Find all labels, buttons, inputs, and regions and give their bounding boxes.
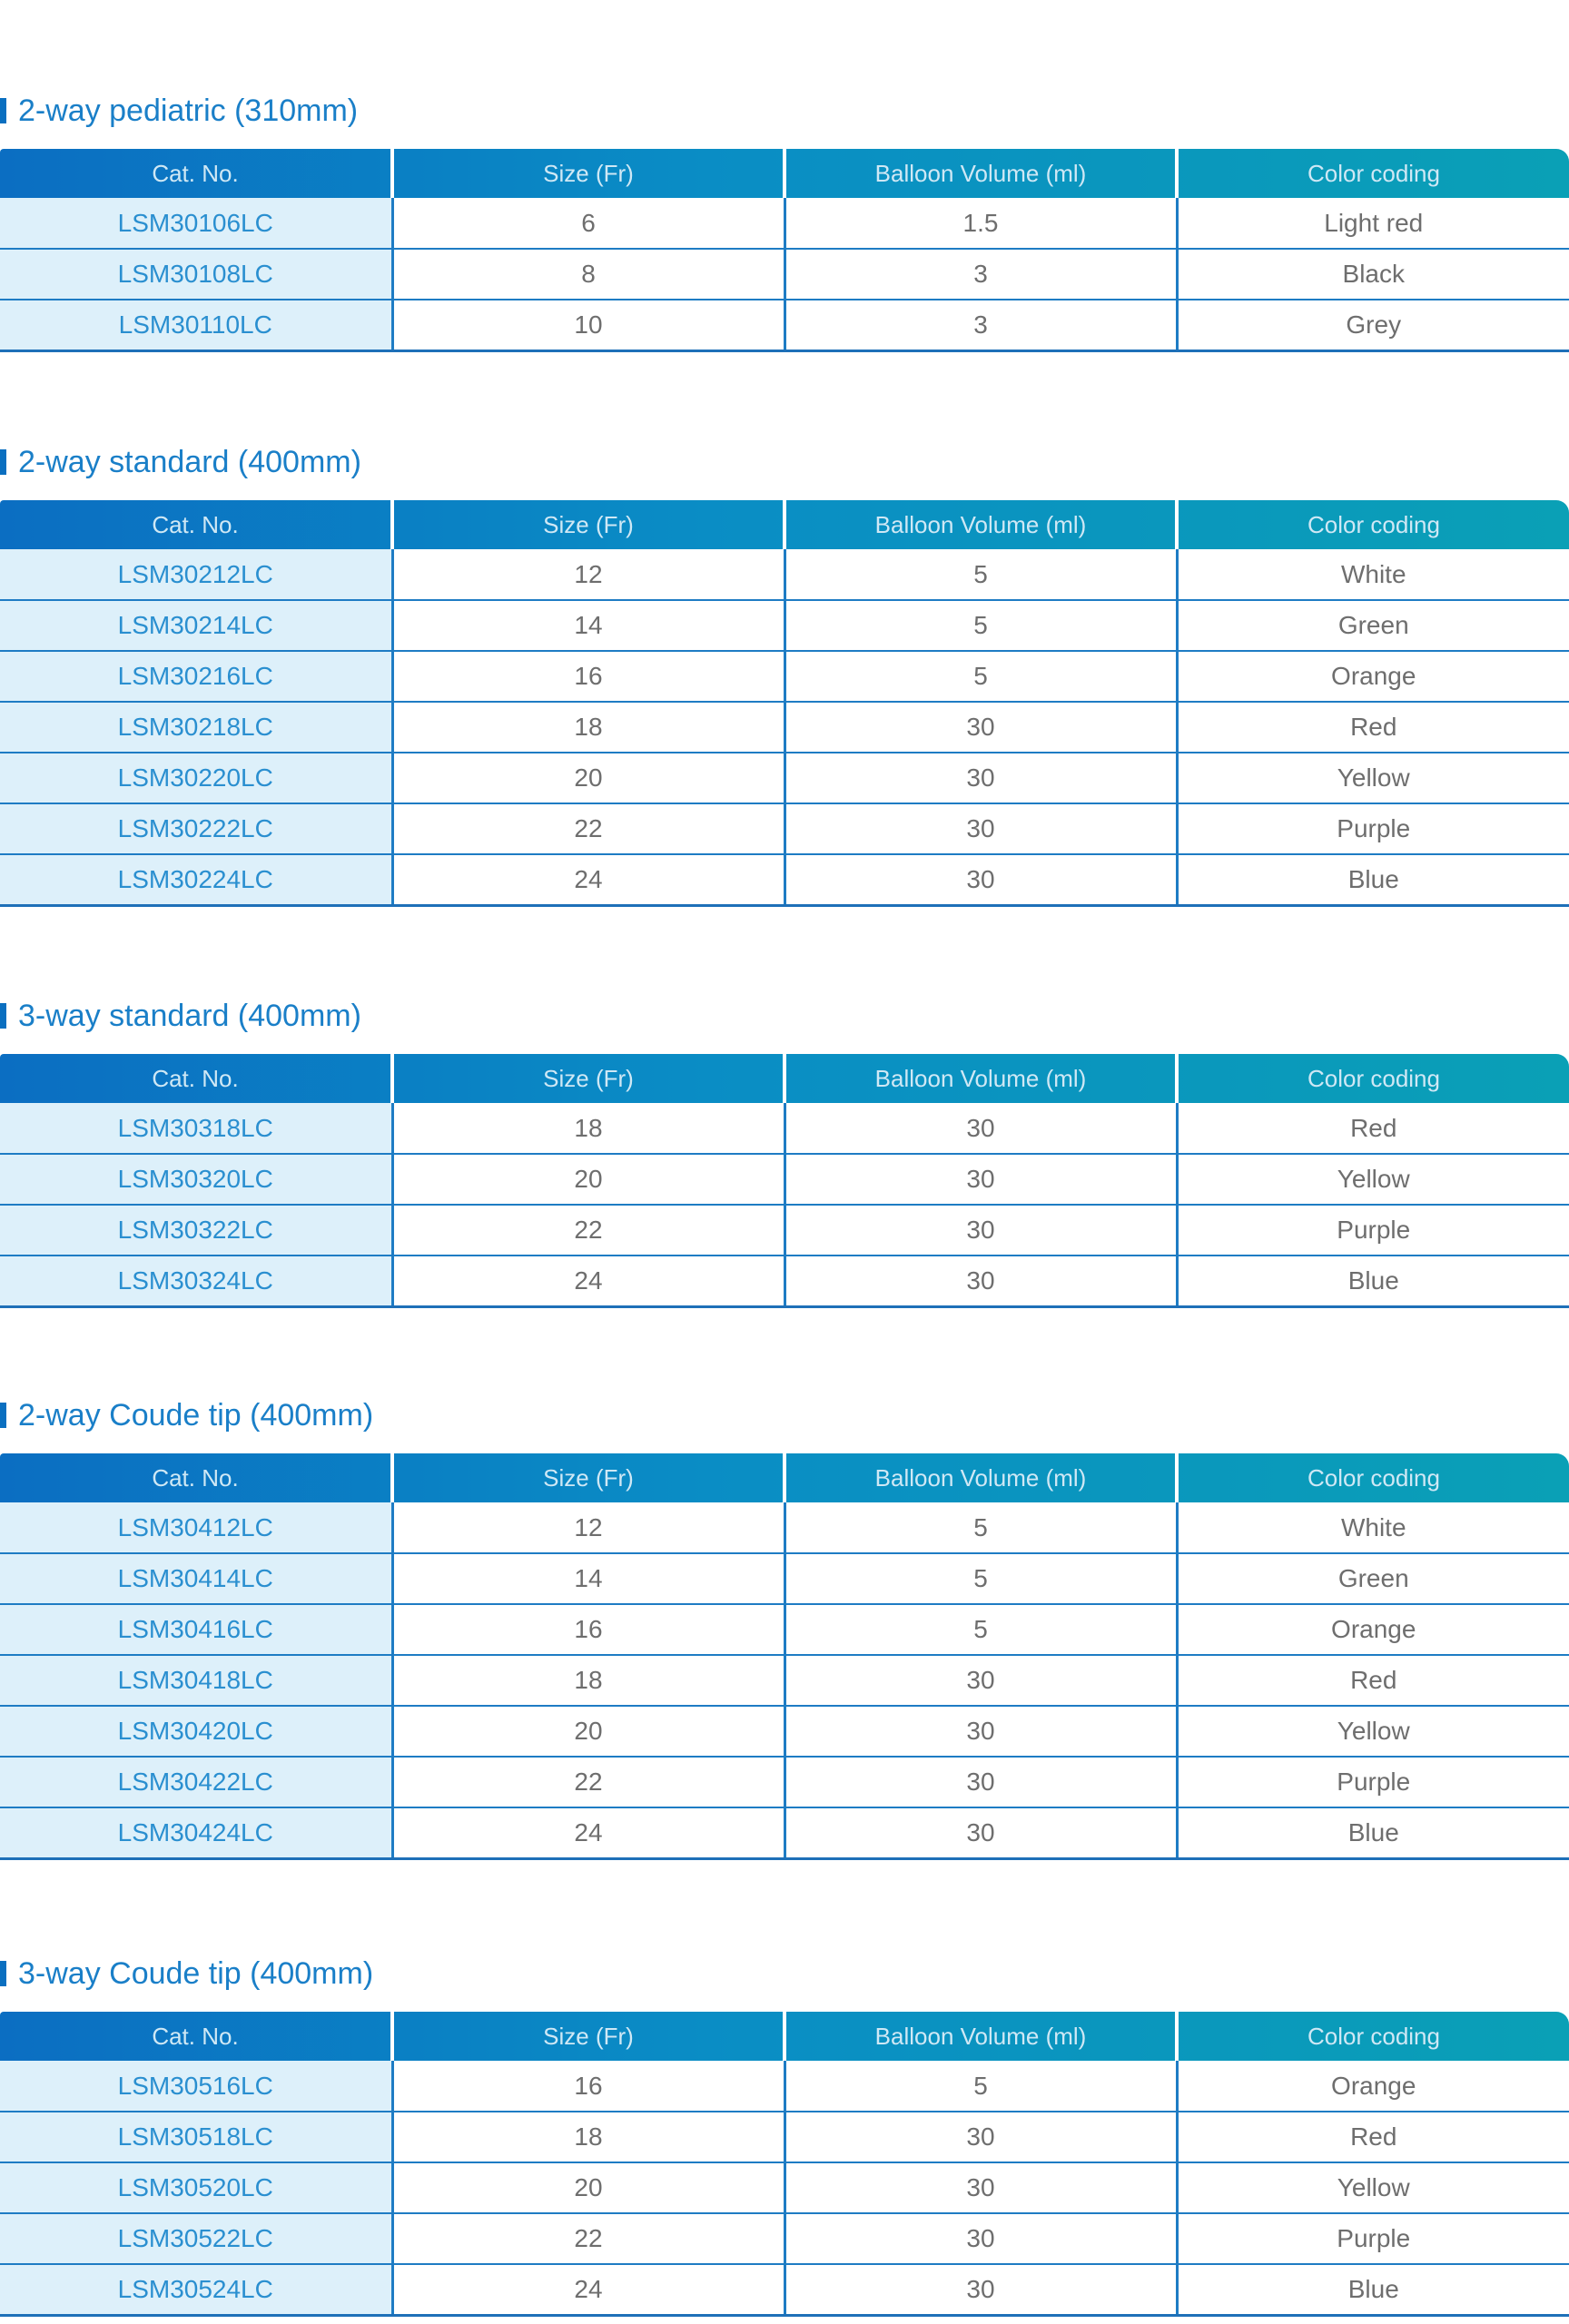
cell-cat-no: LSM30518LC bbox=[0, 2112, 392, 2162]
header-balloon-volume: Balloon Volume (ml) bbox=[784, 1054, 1177, 1103]
title-marker bbox=[0, 1003, 6, 1029]
cell-balloon-volume: 30 bbox=[784, 854, 1177, 905]
cell-color-coding: Yellow bbox=[1177, 2162, 1569, 2213]
table-header-row bbox=[0, 500, 1569, 549]
title-marker bbox=[0, 1403, 6, 1428]
section-title bbox=[0, 993, 1569, 1039]
cell-cat-no: LSM30422LC bbox=[0, 1757, 392, 1807]
section-2way-pediatric bbox=[0, 88, 1569, 339]
cell-size: 14 bbox=[392, 600, 784, 651]
section-title bbox=[0, 88, 1569, 133]
cell-balloon-volume: 30 bbox=[784, 702, 1177, 753]
cell-color-coding: Blue bbox=[1177, 854, 1569, 905]
spec-table bbox=[0, 2012, 1569, 2317]
cell-balloon-volume: 5 bbox=[784, 1553, 1177, 1604]
table-header-row bbox=[0, 1453, 1569, 1502]
section-title bbox=[0, 1951, 1569, 1996]
section-title bbox=[0, 1393, 1569, 1438]
title-marker bbox=[0, 449, 6, 475]
cell-size: 18 bbox=[392, 702, 784, 753]
cell-color-coding: Orange bbox=[1177, 651, 1569, 702]
cell-color-coding: Green bbox=[1177, 600, 1569, 651]
cell-balloon-volume: 5 bbox=[784, 651, 1177, 702]
cell-size: 16 bbox=[392, 2061, 784, 2112]
table-header-row bbox=[0, 149, 1569, 198]
cell-cat-no: LSM30520LC bbox=[0, 2162, 392, 2213]
cell-balloon-volume: 5 bbox=[784, 600, 1177, 651]
cell-size: 20 bbox=[392, 753, 784, 803]
cell-size: 10 bbox=[392, 300, 784, 350]
cell-size: 12 bbox=[392, 1502, 784, 1553]
cell-cat-no: LSM30216LC bbox=[0, 651, 392, 702]
cell-cat-no: LSM30516LC bbox=[0, 2061, 392, 2112]
table-row bbox=[0, 1757, 1569, 1807]
spec-table bbox=[0, 1453, 1569, 1860]
cell-color-coding: Yellow bbox=[1177, 1706, 1569, 1757]
cell-cat-no: LSM30414LC bbox=[0, 1553, 392, 1604]
cell-balloon-volume: 5 bbox=[784, 1604, 1177, 1655]
cell-size: 22 bbox=[392, 803, 784, 854]
section-title bbox=[0, 439, 1569, 485]
cell-size: 24 bbox=[392, 2264, 784, 2315]
header-cat-no: Cat. No. bbox=[152, 2022, 239, 2050]
cell-size: 18 bbox=[392, 1103, 784, 1154]
cell-size: 6 bbox=[392, 198, 784, 249]
title-marker bbox=[0, 1961, 6, 1986]
table-row bbox=[0, 1103, 1569, 1154]
header-size: Size (Fr) bbox=[392, 1054, 784, 1103]
cell-cat-no: LSM30424LC bbox=[0, 1807, 392, 1858]
cell-cat-no: LSM30412LC bbox=[0, 1502, 392, 1553]
cell-cat-no: LSM30222LC bbox=[0, 803, 392, 854]
cell-color-coding: Blue bbox=[1177, 2264, 1569, 2315]
section-3way-standard bbox=[0, 993, 1569, 1295]
cell-color-coding: White bbox=[1177, 549, 1569, 600]
cell-cat-no: LSM30522LC bbox=[0, 2213, 392, 2264]
spec-table bbox=[0, 1054, 1569, 1308]
cell-balloon-volume: 30 bbox=[784, 2112, 1177, 2162]
cell-balloon-volume: 5 bbox=[784, 2061, 1177, 2112]
header-size: Size (Fr) bbox=[392, 149, 784, 198]
section-title-text: 2-way standard (400mm) bbox=[18, 445, 361, 479]
cell-color-coding: Blue bbox=[1177, 1256, 1569, 1306]
cell-balloon-volume: 3 bbox=[784, 300, 1177, 350]
cell-size: 24 bbox=[392, 854, 784, 905]
cell-balloon-volume: 30 bbox=[784, 803, 1177, 854]
cell-balloon-volume: 30 bbox=[784, 1205, 1177, 1256]
table-row bbox=[0, 2112, 1569, 2162]
cell-balloon-volume: 1.5 bbox=[784, 198, 1177, 249]
cell-balloon-volume: 5 bbox=[784, 549, 1177, 600]
cell-balloon-volume: 30 bbox=[784, 1103, 1177, 1154]
cell-cat-no: LSM30524LC bbox=[0, 2264, 392, 2315]
table-row bbox=[0, 1256, 1569, 1306]
cell-cat-no: LSM30214LC bbox=[0, 600, 392, 651]
cell-balloon-volume: 30 bbox=[784, 1807, 1177, 1858]
cell-size: 16 bbox=[392, 1604, 784, 1655]
header-size: Size (Fr) bbox=[392, 1453, 784, 1502]
table-row bbox=[0, 198, 1569, 249]
header-balloon-volume: Balloon Volume (ml) bbox=[784, 500, 1177, 549]
spec-table bbox=[0, 149, 1569, 352]
cell-balloon-volume: 5 bbox=[784, 1502, 1177, 1553]
table-row bbox=[0, 1553, 1569, 1604]
cell-cat-no: LSM30212LC bbox=[0, 549, 392, 600]
cell-cat-no: LSM30224LC bbox=[0, 854, 392, 905]
cell-color-coding: Black bbox=[1177, 249, 1569, 300]
cell-balloon-volume: 30 bbox=[784, 1154, 1177, 1205]
table-row bbox=[0, 803, 1569, 854]
cell-size: 8 bbox=[392, 249, 784, 300]
header-color-coding: Color coding bbox=[1177, 1453, 1569, 1502]
header-color-coding: Color coding bbox=[1177, 149, 1569, 198]
cell-size: 12 bbox=[392, 549, 784, 600]
table-row bbox=[0, 2162, 1569, 2213]
table-row bbox=[0, 600, 1569, 651]
cell-cat-no: LSM30418LC bbox=[0, 1655, 392, 1706]
cell-color-coding: Yellow bbox=[1177, 753, 1569, 803]
cell-balloon-volume: 30 bbox=[784, 2264, 1177, 2315]
table-row bbox=[0, 2213, 1569, 2264]
header-cat-no: Cat. No. bbox=[152, 1064, 239, 1092]
cell-cat-no: LSM30108LC bbox=[0, 249, 392, 300]
header-color-coding: Color coding bbox=[1177, 500, 1569, 549]
cell-color-coding: Purple bbox=[1177, 803, 1569, 854]
table-row bbox=[0, 1655, 1569, 1706]
header-color-coding: Color coding bbox=[1177, 2012, 1569, 2061]
header-size: Size (Fr) bbox=[392, 500, 784, 549]
header-balloon-volume: Balloon Volume (ml) bbox=[784, 1453, 1177, 1502]
cell-color-coding: Green bbox=[1177, 1553, 1569, 1604]
table-row bbox=[0, 549, 1569, 600]
cell-balloon-volume: 30 bbox=[784, 1655, 1177, 1706]
cell-balloon-volume: 30 bbox=[784, 753, 1177, 803]
header-cat-no: Cat. No. bbox=[152, 510, 239, 538]
header-cat-no: Cat. No. bbox=[152, 1463, 239, 1492]
cell-cat-no: LSM30220LC bbox=[0, 753, 392, 803]
cell-balloon-volume: 30 bbox=[784, 2213, 1177, 2264]
table-row bbox=[0, 1154, 1569, 1205]
cell-balloon-volume: 30 bbox=[784, 1706, 1177, 1757]
cell-size: 22 bbox=[392, 1205, 784, 1256]
table-row bbox=[0, 1205, 1569, 1256]
cell-color-coding: Purple bbox=[1177, 2213, 1569, 2264]
cell-cat-no: LSM30106LC bbox=[0, 198, 392, 249]
cell-color-coding: Purple bbox=[1177, 1205, 1569, 1256]
cell-cat-no: LSM30322LC bbox=[0, 1205, 392, 1256]
cell-color-coding: Orange bbox=[1177, 2061, 1569, 2112]
cell-cat-no: LSM30324LC bbox=[0, 1256, 392, 1306]
cell-size: 20 bbox=[392, 1706, 784, 1757]
section-title-text: 3-way standard (400mm) bbox=[18, 999, 361, 1033]
cell-size: 16 bbox=[392, 651, 784, 702]
header-cat-no: Cat. No. bbox=[152, 159, 239, 187]
section-2way-standard bbox=[0, 439, 1569, 893]
table-row bbox=[0, 1807, 1569, 1858]
cell-cat-no: LSM30420LC bbox=[0, 1706, 392, 1757]
section-title-text: 2-way Coude tip (400mm) bbox=[18, 1398, 374, 1433]
table-row bbox=[0, 2061, 1569, 2112]
cell-size: 18 bbox=[392, 1655, 784, 1706]
cell-color-coding: Light red bbox=[1177, 198, 1569, 249]
cell-size: 18 bbox=[392, 2112, 784, 2162]
section-3way-coude-tip bbox=[0, 1951, 1569, 2303]
table-row bbox=[0, 2264, 1569, 2315]
table-row bbox=[0, 854, 1569, 905]
cell-cat-no: LSM30110LC bbox=[0, 300, 392, 350]
table-row bbox=[0, 702, 1569, 753]
cell-color-coding: Red bbox=[1177, 702, 1569, 753]
section-title-text: 3-way Coude tip (400mm) bbox=[18, 1956, 374, 1991]
cell-cat-no: LSM30218LC bbox=[0, 702, 392, 753]
cell-balloon-volume: 30 bbox=[784, 1256, 1177, 1306]
cell-cat-no: LSM30320LC bbox=[0, 1154, 392, 1205]
cell-color-coding: White bbox=[1177, 1502, 1569, 1553]
cell-balloon-volume: 3 bbox=[784, 249, 1177, 300]
header-balloon-volume: Balloon Volume (ml) bbox=[784, 2012, 1177, 2061]
cell-size: 22 bbox=[392, 1757, 784, 1807]
table-row bbox=[0, 300, 1569, 350]
table-row bbox=[0, 1706, 1569, 1757]
table-row bbox=[0, 753, 1569, 803]
cell-color-coding: Blue bbox=[1177, 1807, 1569, 1858]
spec-table bbox=[0, 500, 1569, 907]
cell-color-coding: Red bbox=[1177, 1103, 1569, 1154]
table-row bbox=[0, 1502, 1569, 1553]
title-marker bbox=[0, 98, 6, 123]
cell-size: 24 bbox=[392, 1256, 784, 1306]
header-balloon-volume: Balloon Volume (ml) bbox=[784, 149, 1177, 198]
cell-color-coding: Red bbox=[1177, 2112, 1569, 2162]
cell-cat-no: LSM30416LC bbox=[0, 1604, 392, 1655]
cell-color-coding: Yellow bbox=[1177, 1154, 1569, 1205]
header-size: Size (Fr) bbox=[392, 2012, 784, 2061]
table-row bbox=[0, 1604, 1569, 1655]
cell-size: 24 bbox=[392, 1807, 784, 1858]
cell-color-coding: Grey bbox=[1177, 300, 1569, 350]
cell-size: 14 bbox=[392, 1553, 784, 1604]
section-title-text: 2-way pediatric (310mm) bbox=[18, 94, 359, 128]
cell-color-coding: Orange bbox=[1177, 1604, 1569, 1655]
table-row bbox=[0, 249, 1569, 300]
cell-size: 22 bbox=[392, 2213, 784, 2264]
cell-color-coding: Purple bbox=[1177, 1757, 1569, 1807]
cell-balloon-volume: 30 bbox=[784, 1757, 1177, 1807]
section-2way-coude-tip bbox=[0, 1393, 1569, 1846]
cell-color-coding: Red bbox=[1177, 1655, 1569, 1706]
table-row bbox=[0, 651, 1569, 702]
table-header-row bbox=[0, 1054, 1569, 1103]
cell-size: 20 bbox=[392, 2162, 784, 2213]
cell-size: 20 bbox=[392, 1154, 784, 1205]
table-header-row bbox=[0, 2012, 1569, 2061]
cell-balloon-volume: 30 bbox=[784, 2162, 1177, 2213]
header-color-coding: Color coding bbox=[1177, 1054, 1569, 1103]
cell-cat-no: LSM30318LC bbox=[0, 1103, 392, 1154]
